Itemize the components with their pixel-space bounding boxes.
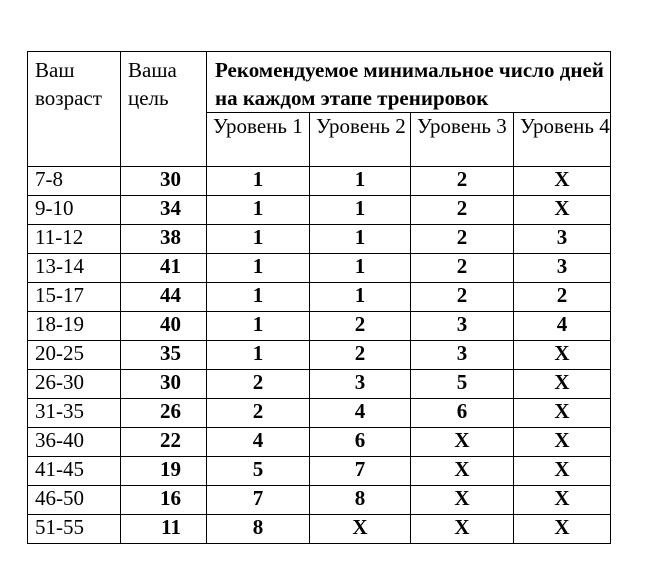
table-row [28,167,611,196]
age-cell: 41-45 [28,457,121,486]
level-4-cell: X [514,341,611,370]
level-2-cell: X [310,515,411,544]
level-3-cell: X [411,486,514,515]
level-3-cell: 5 [411,370,514,399]
goal-cell: 30 [121,167,207,196]
level-3-cell: 2 [411,196,514,225]
goal-cell: 44 [121,283,207,312]
goal-cell: 41 [121,254,207,283]
level-3-cell: X [411,515,514,544]
level-2-cell: 1 [310,196,411,225]
header-level-1: Уровень 1 [207,113,310,167]
level-1-cell: 7 [207,486,310,515]
level-1-cell: 5 [207,457,310,486]
table-row [28,254,611,283]
table-row [28,428,611,457]
age-cell: 7-8 [28,167,121,196]
level-2-cell: 7 [310,457,411,486]
level-1-cell: 1 [207,254,310,283]
level-2-cell: 8 [310,486,411,515]
table-row [28,312,611,341]
level-1-cell: 1 [207,196,310,225]
age-cell: 31-35 [28,399,121,428]
header-level-3: Уровень 3 [411,113,514,167]
age-cell: 36-40 [28,428,121,457]
level-1-cell: 2 [207,399,310,428]
goal-cell: 38 [121,225,207,254]
age-cell: 26-30 [28,370,121,399]
table-row [28,196,611,225]
level-4-cell: X [514,486,611,515]
age-cell: 9-10 [28,196,121,225]
level-1-cell: 1 [207,225,310,254]
level-3-cell: 6 [411,399,514,428]
level-2-cell: 6 [310,428,411,457]
age-cell: 20-25 [28,341,121,370]
level-4-cell: X [514,428,611,457]
table-row [28,283,611,312]
level-1-cell: 1 [207,312,310,341]
header-goal: Ваша цель [121,52,207,167]
level-4-cell: X [514,370,611,399]
header-row [28,52,611,113]
level-1-cell: 2 [207,370,310,399]
level-2-cell: 1 [310,283,411,312]
age-cell: 15-17 [28,283,121,312]
goal-cell: 26 [121,399,207,428]
age-cell: 11-12 [28,225,121,254]
level-2-cell: 4 [310,399,411,428]
level-4-cell: X [514,457,611,486]
table-row [28,457,611,486]
table-row [28,399,611,428]
goal-cell: 19 [121,457,207,486]
level-4-cell: 3 [514,254,611,283]
level-1-cell: 8 [207,515,310,544]
level-4-cell: X [514,167,611,196]
training-table [27,51,611,544]
goal-cell: 40 [121,312,207,341]
level-4-cell: 4 [514,312,611,341]
level-3-cell: 2 [411,254,514,283]
header-level-2: Уровень 2 [310,113,411,167]
level-4-cell: X [514,399,611,428]
table-row [28,515,611,544]
table-row [28,341,611,370]
age-cell: 18-19 [28,312,121,341]
header-age: Ваш возраст [28,52,121,167]
level-4-cell: 3 [514,225,611,254]
level-1-cell: 4 [207,428,310,457]
level-3-cell: X [411,457,514,486]
level-3-cell: 2 [411,167,514,196]
goal-cell: 34 [121,196,207,225]
goal-cell: 35 [121,341,207,370]
level-2-cell: 1 [310,167,411,196]
table-row [28,370,611,399]
goal-cell: 16 [121,486,207,515]
level-1-cell: 1 [207,341,310,370]
goal-cell: 22 [121,428,207,457]
level-2-cell: 1 [310,225,411,254]
level-4-cell: 2 [514,283,611,312]
level-1-cell: 1 [207,167,310,196]
level-2-cell: 1 [310,254,411,283]
age-cell: 51-55 [28,515,121,544]
table-row [28,225,611,254]
level-2-cell: 2 [310,341,411,370]
level-4-cell: X [514,196,611,225]
level-2-cell: 2 [310,312,411,341]
level-3-cell: X [411,428,514,457]
level-3-cell: 3 [411,341,514,370]
level-3-cell: 3 [411,312,514,341]
level-2-cell: 3 [310,370,411,399]
level-1-cell: 1 [207,283,310,312]
age-cell: 13-14 [28,254,121,283]
table-row [28,486,611,515]
level-4-cell: X [514,515,611,544]
level-3-cell: 2 [411,225,514,254]
header-level-4: Уровень 4 [514,113,611,167]
age-cell: 46-50 [28,486,121,515]
goal-cell: 30 [121,370,207,399]
goal-cell: 11 [121,515,207,544]
level-3-cell: 2 [411,283,514,312]
header-recommended: Рекомендуемое минимальное число дней на каждом этапе тренировок [207,52,611,113]
